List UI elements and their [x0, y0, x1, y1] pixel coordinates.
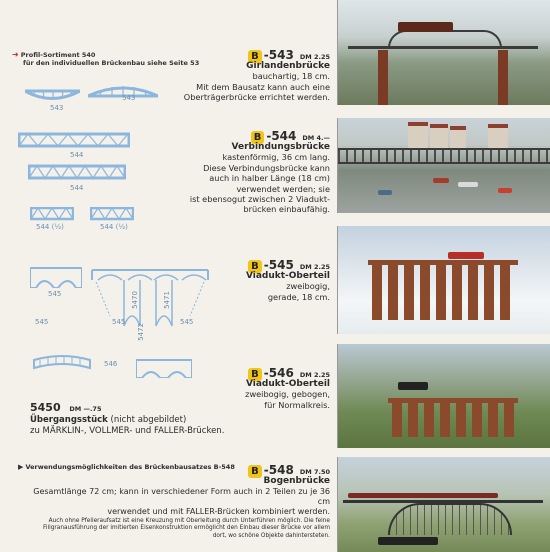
- transition-block: [30, 402, 250, 437]
- label-5472: 5472: [136, 323, 145, 341]
- drawing-546-b: [136, 358, 192, 378]
- label-544-half-b: 544 (½): [100, 223, 128, 231]
- drawing-544-half-b: [90, 206, 134, 220]
- drawing-543-a: [25, 88, 80, 102]
- product-545-name: Viadukt-Oberteil: [245, 271, 330, 281]
- label-543-b: 543: [122, 94, 136, 102]
- product-548-small: Auch ohne Pfeileraufsatz ist eine Kreuzung mit Oberleitung durch Unterführen möglich. Die feine: [48, 518, 330, 524]
- product-544-price: DM 4.—: [302, 134, 330, 142]
- product-546-line: für Normalkreis.: [264, 399, 330, 410]
- label-544-a: 544: [70, 151, 84, 159]
- product-548-text: [28, 476, 330, 540]
- photo-viadukt-gebogen: [337, 344, 550, 448]
- photo-viadukt-gerade: [337, 226, 550, 334]
- usage-note-text: Verwendungsmöglichkeiten des Brückenbausatzes B-548: [25, 463, 235, 471]
- product-546-chip: B: [248, 368, 262, 381]
- photo-bogenbruecke: [337, 457, 550, 552]
- product-545-line: zweibogig,: [286, 281, 330, 292]
- drawing-546-a: [32, 354, 92, 376]
- profile-note-line2: für den individuellen Brückenbau siehe Seite 53: [23, 59, 200, 67]
- arrow-icon: ▶: [18, 463, 24, 471]
- label-545-a: 545: [48, 290, 62, 298]
- product-546-line: zweibogig, gebogen,: [245, 389, 330, 400]
- transition-name-suffix: (nicht abgebildet): [110, 415, 187, 425]
- product-543-name: Girlandenbrücke: [246, 61, 330, 71]
- label-544-half-a: 544 (½): [36, 223, 64, 231]
- transition-price: DM —.75: [69, 405, 102, 413]
- product-545-text: [150, 271, 330, 302]
- product-544-name: Verbindungsbrücke: [231, 142, 330, 152]
- product-545-line: gerade, 18 cm.: [267, 291, 330, 302]
- product-544-line: brücken einbaufähig.: [243, 204, 330, 215]
- product-543-line: Mit dem Bausatz kann auch eine: [196, 81, 330, 92]
- photo-verbindungsbruecke: [337, 118, 550, 213]
- product-546-price: DM 2.25: [299, 371, 330, 379]
- product-543-text: [150, 61, 330, 103]
- product-546-code: -546: [263, 366, 294, 380]
- product-546-name: Viadukt-Oberteil: [245, 379, 330, 389]
- product-544-chip: B: [251, 131, 265, 144]
- label-545-b: 545: [35, 318, 49, 326]
- label-5471: 5471: [162, 291, 171, 309]
- product-545-price: DM 2.25: [299, 263, 330, 271]
- label-546: 546: [104, 360, 118, 368]
- product-548-line: verwendet und mit FALLER-Brücken kombiniert werden.: [107, 507, 330, 516]
- label-543-a: 543: [50, 104, 64, 112]
- label-544-b: 544: [70, 184, 84, 192]
- product-544-line: auch in halber Länge (18 cm): [209, 173, 330, 184]
- drawing-544-b: [28, 164, 126, 182]
- product-544-code: -544: [266, 129, 297, 143]
- product-544-line: kastenförmig, 36 cm lang.: [222, 152, 330, 163]
- product-548-small: dort, wo schöne Objekte dahintersteten.: [212, 532, 330, 539]
- product-548-name: Bogenbrücke: [263, 476, 330, 486]
- transition-code: 5450: [30, 401, 61, 414]
- product-548-line: Gesamtlänge 72 cm; kann in verschiedener Form auch in 2 Teilen zu je 36 cm: [33, 487, 330, 506]
- photo-girlandenbruecke: [337, 0, 550, 105]
- profile-note-line1: Profil-Sortiment 540: [20, 51, 96, 59]
- product-543-code: -543: [263, 48, 294, 62]
- product-543-line: bauchartig, 18 cm.: [252, 71, 330, 82]
- product-543-line: Oberträgerbrücke errichtet werden.: [183, 92, 330, 103]
- transition-name: Übergangsstück: [30, 415, 108, 425]
- product-545-code: -545: [263, 258, 294, 272]
- product-544-text: [150, 142, 330, 215]
- product-544-line: ist ebensogut zwischen 2 Viadukt-: [189, 194, 330, 205]
- product-544-line: verwendet werden; sie: [236, 183, 330, 194]
- drawing-545-a: [30, 266, 82, 288]
- product-548-small: Filigranausführung der imitierten Eisenkonstruktion ermöglicht den Einbau dieser Brücke vor allem: [42, 525, 330, 532]
- transition-line: zu MÄRKLIN-, VOLLMER- und FALLER-Brücken.: [30, 426, 225, 436]
- product-548-code: -548: [263, 463, 294, 477]
- product-543-price: DM 2.25: [299, 53, 330, 61]
- label-545-d: 545: [180, 318, 194, 326]
- label-5470: 5470: [130, 291, 139, 309]
- arrow-icon: ➜: [12, 50, 19, 59]
- product-545-chip: B: [248, 260, 262, 273]
- product-544-line: Diese Verbindungsbrücke kann: [203, 162, 330, 173]
- product-543-chip: B: [248, 50, 262, 63]
- drawing-544-a: [18, 132, 130, 150]
- drawing-544-half-a: [30, 206, 74, 220]
- product-548-price: DM 7.50: [299, 468, 330, 476]
- product-548-chip: B: [248, 465, 262, 478]
- label-545-c: 545: [112, 318, 126, 326]
